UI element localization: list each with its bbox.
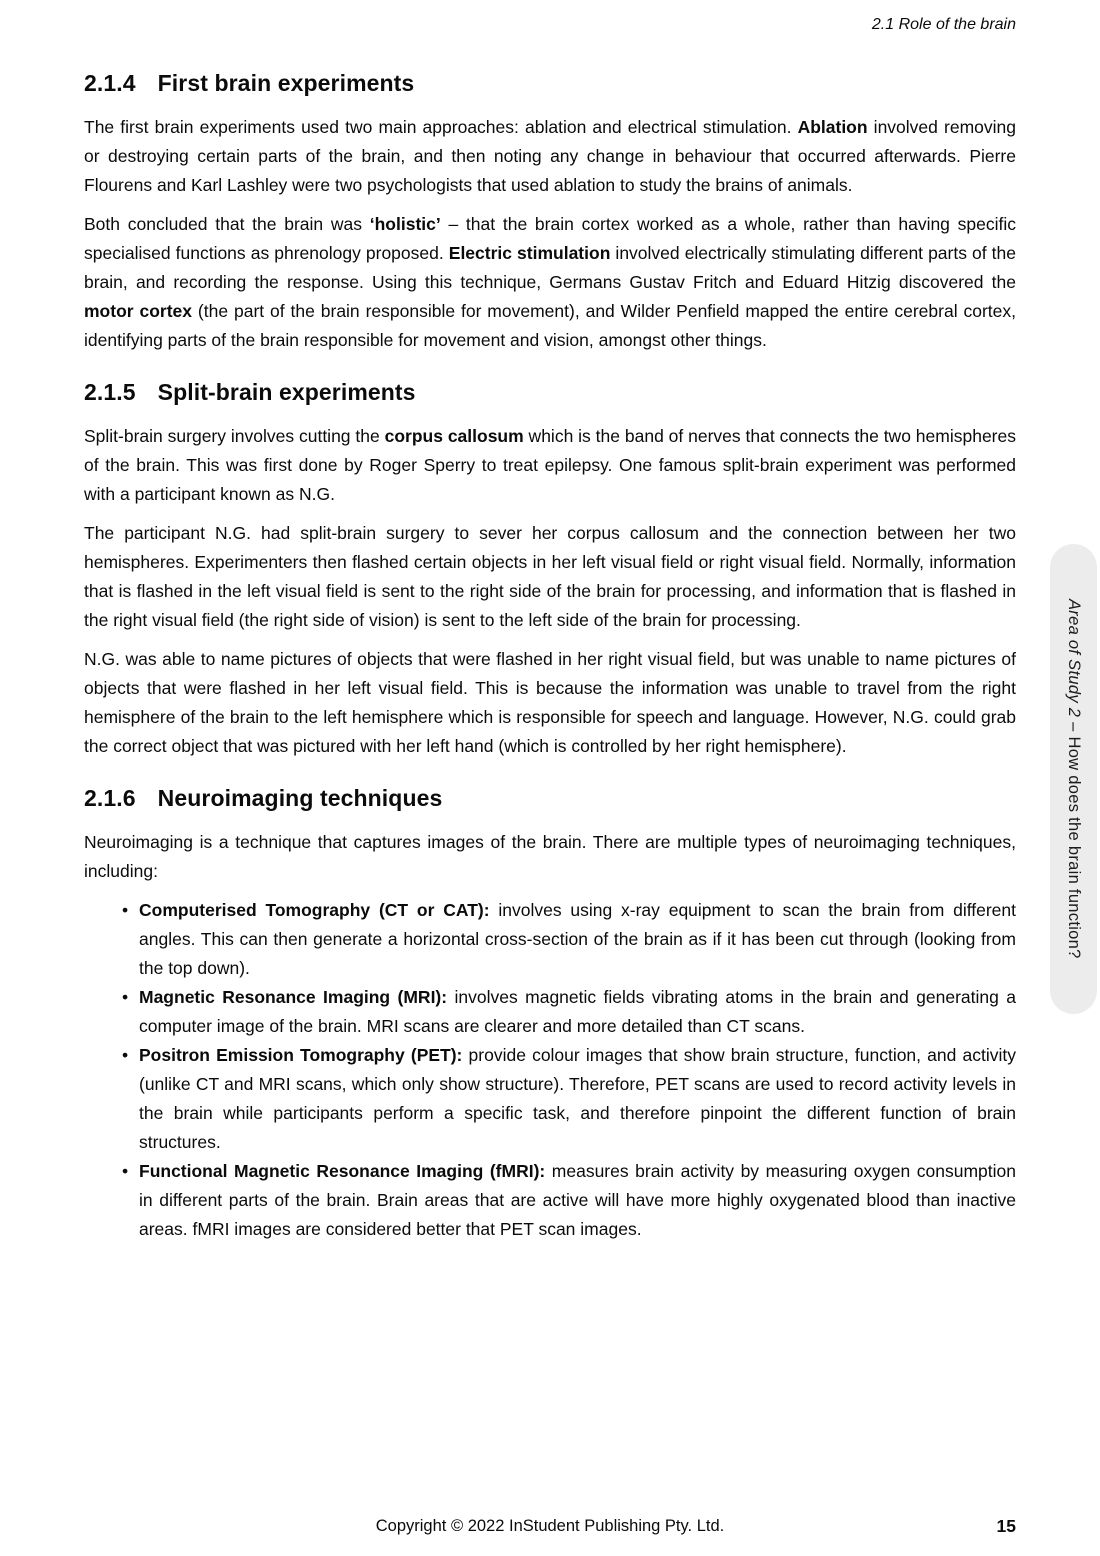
footer-copyright: Copyright © 2022 InStudent Publishing Pty. Ltd.: [375, 1517, 725, 1535]
text-run: (the part of the brain responsible for movement), and Wilder Penfield mapped the entire cerebral cortex, identifying parts of the brain responsible for movement and vision, amongst other things.: [84, 301, 1017, 350]
list-item: [122, 896, 1016, 983]
text-run: measures brain activity by measuring oxygen consumption in different parts of the brain. Brain areas that are active will have more highly oxygenated blood than inactive areas. fMRI images are considered better that PET scan images.: [139, 1161, 1016, 1239]
list-item-text: [139, 983, 1016, 1041]
text-run: provide colour images that show brain structure, function, and activity (unlike CT and MRI scans, which only show structure). Therefore, PET scans are used to record activity levels in the brain while participants perform a specific task, and therefore pinpoint the different function of brain structures.: [139, 1045, 1016, 1152]
section-heading-2-1-4: [84, 70, 1016, 97]
text-run: involved removing or destroying certain parts of the brain, and then noting any change in behaviour that occurred afterwards. Pierre Flourens and Karl Lashley were two psychologists that used ablation to study the brains of animals.: [84, 117, 1016, 195]
list-item-text: [139, 1157, 1016, 1244]
paragraph: [84, 210, 1016, 355]
bullet-icon: •: [122, 900, 129, 920]
text-run: involved electrically stimulating different parts of the brain, and recording the response. Using this technique, Germans Gustav Fritch and Eduard Hitzig discovered the: [84, 243, 1016, 292]
text-run: which is the band of nerves that connects the two hemispheres of the brain. This was first done by Roger Sperry to treat epilepsy. One famous split-brain experiment was performed with a participant known as N.G.: [84, 426, 1016, 504]
bold-text-run: Functional Magnetic Resonance Imaging (fMRI):: [139, 1161, 546, 1181]
paragraph: [84, 519, 1016, 635]
text-run: N.G. was able to name pictures of objects that were flashed in her right visual field, but was unable to name pictures of objects that were flashed in her left visual field. This is because the information was unable to travel from the right hemisphere of the brain to the left hemisphere which is responsible for speech and language. However, N.G. could grab the correct object that was pictured with her left hand (which is controlled by her right hemisphere).: [84, 649, 1016, 756]
chapter-side-tab: [1050, 544, 1097, 1014]
bold-text-run: motor cortex: [84, 301, 193, 321]
text-run: Both concluded that the brain was: [84, 214, 370, 234]
bullet-list: [84, 896, 1016, 1244]
section-title: Split-brain experiments: [157, 379, 416, 405]
page-content: [84, 70, 1016, 1254]
text-run: Neuroimaging is a technique that captures images of the brain. There are multiple types of neuroimaging techniques, including:: [84, 832, 1016, 881]
section-heading-2-1-6: [84, 785, 1016, 812]
section-title: Neuroimaging techniques: [157, 785, 443, 811]
list-item-text: [139, 1041, 1016, 1157]
section-number: 2.1.4: [84, 70, 136, 96]
chapter-side-tab-label: [1064, 599, 1083, 959]
text-run: – that the brain cortex worked as a whole, rather than having specific specialised functions as phrenology proposed.: [84, 214, 1017, 263]
bullet-icon: •: [122, 1045, 129, 1065]
list-item: [122, 1157, 1016, 1244]
section-number: 2.1.5: [84, 379, 136, 405]
bold-text-run: Computerised Tomography (CT or CAT):: [139, 900, 490, 920]
bullet-icon: •: [122, 1161, 129, 1181]
list-item-text: [139, 896, 1016, 983]
section-heading-2-1-5: [84, 379, 1016, 406]
list-item: [122, 983, 1016, 1041]
text-run: Split-brain surgery involves cutting the: [84, 426, 385, 446]
running-header: 2.1 Role of the brain: [871, 16, 1016, 33]
side-tab-regular-part: How does the brain function?: [1065, 736, 1083, 959]
list-item: [122, 1041, 1016, 1157]
text-run: involves using x-ray equipment to scan the brain from different angles. This can then generate a horizontal cross-section of the brain as if it has been cut through (looking from the top down).: [139, 900, 1016, 978]
bold-text-run: ‘holistic’: [369, 214, 441, 234]
paragraph: [84, 828, 1016, 886]
bold-text-run: corpus callosum: [384, 426, 524, 446]
text-run: involves magnetic fields vibrating atoms in the brain and generating a computer image of the brain. MRI scans are clearer and more detailed than CT scans.: [139, 987, 1016, 1036]
side-tab-italic-part: Area of Study 2 –: [1065, 599, 1083, 737]
text-run: The participant N.G. had split-brain surgery to sever her corpus callosum and the connection between her two hemispheres. Experimenters then flashed certain objects in her left visual field or right visual field. Normally, information that is flashed in the left visual field is sent to the right side of the brain for processing, and information that is flashed in the right visual field (the right side of vision) is sent to the left side of the brain for processing.: [84, 523, 1016, 630]
section-number: 2.1.6: [84, 785, 136, 811]
paragraph: [84, 645, 1016, 761]
paragraph: [84, 113, 1016, 200]
bold-text-run: Electric stimulation: [448, 243, 611, 263]
page-number: 15: [996, 1516, 1016, 1536]
section-title: First brain experiments: [157, 70, 415, 96]
bold-text-run: Positron Emission Tomography (PET):: [139, 1045, 463, 1065]
bold-text-run: Magnetic Resonance Imaging (MRI):: [139, 987, 448, 1007]
bullet-icon: •: [122, 987, 129, 1007]
text-run: The first brain experiments used two main approaches: ablation and electrical stimulation.: [84, 117, 798, 137]
paragraph: [84, 422, 1016, 509]
bold-text-run: Ablation: [797, 117, 868, 137]
